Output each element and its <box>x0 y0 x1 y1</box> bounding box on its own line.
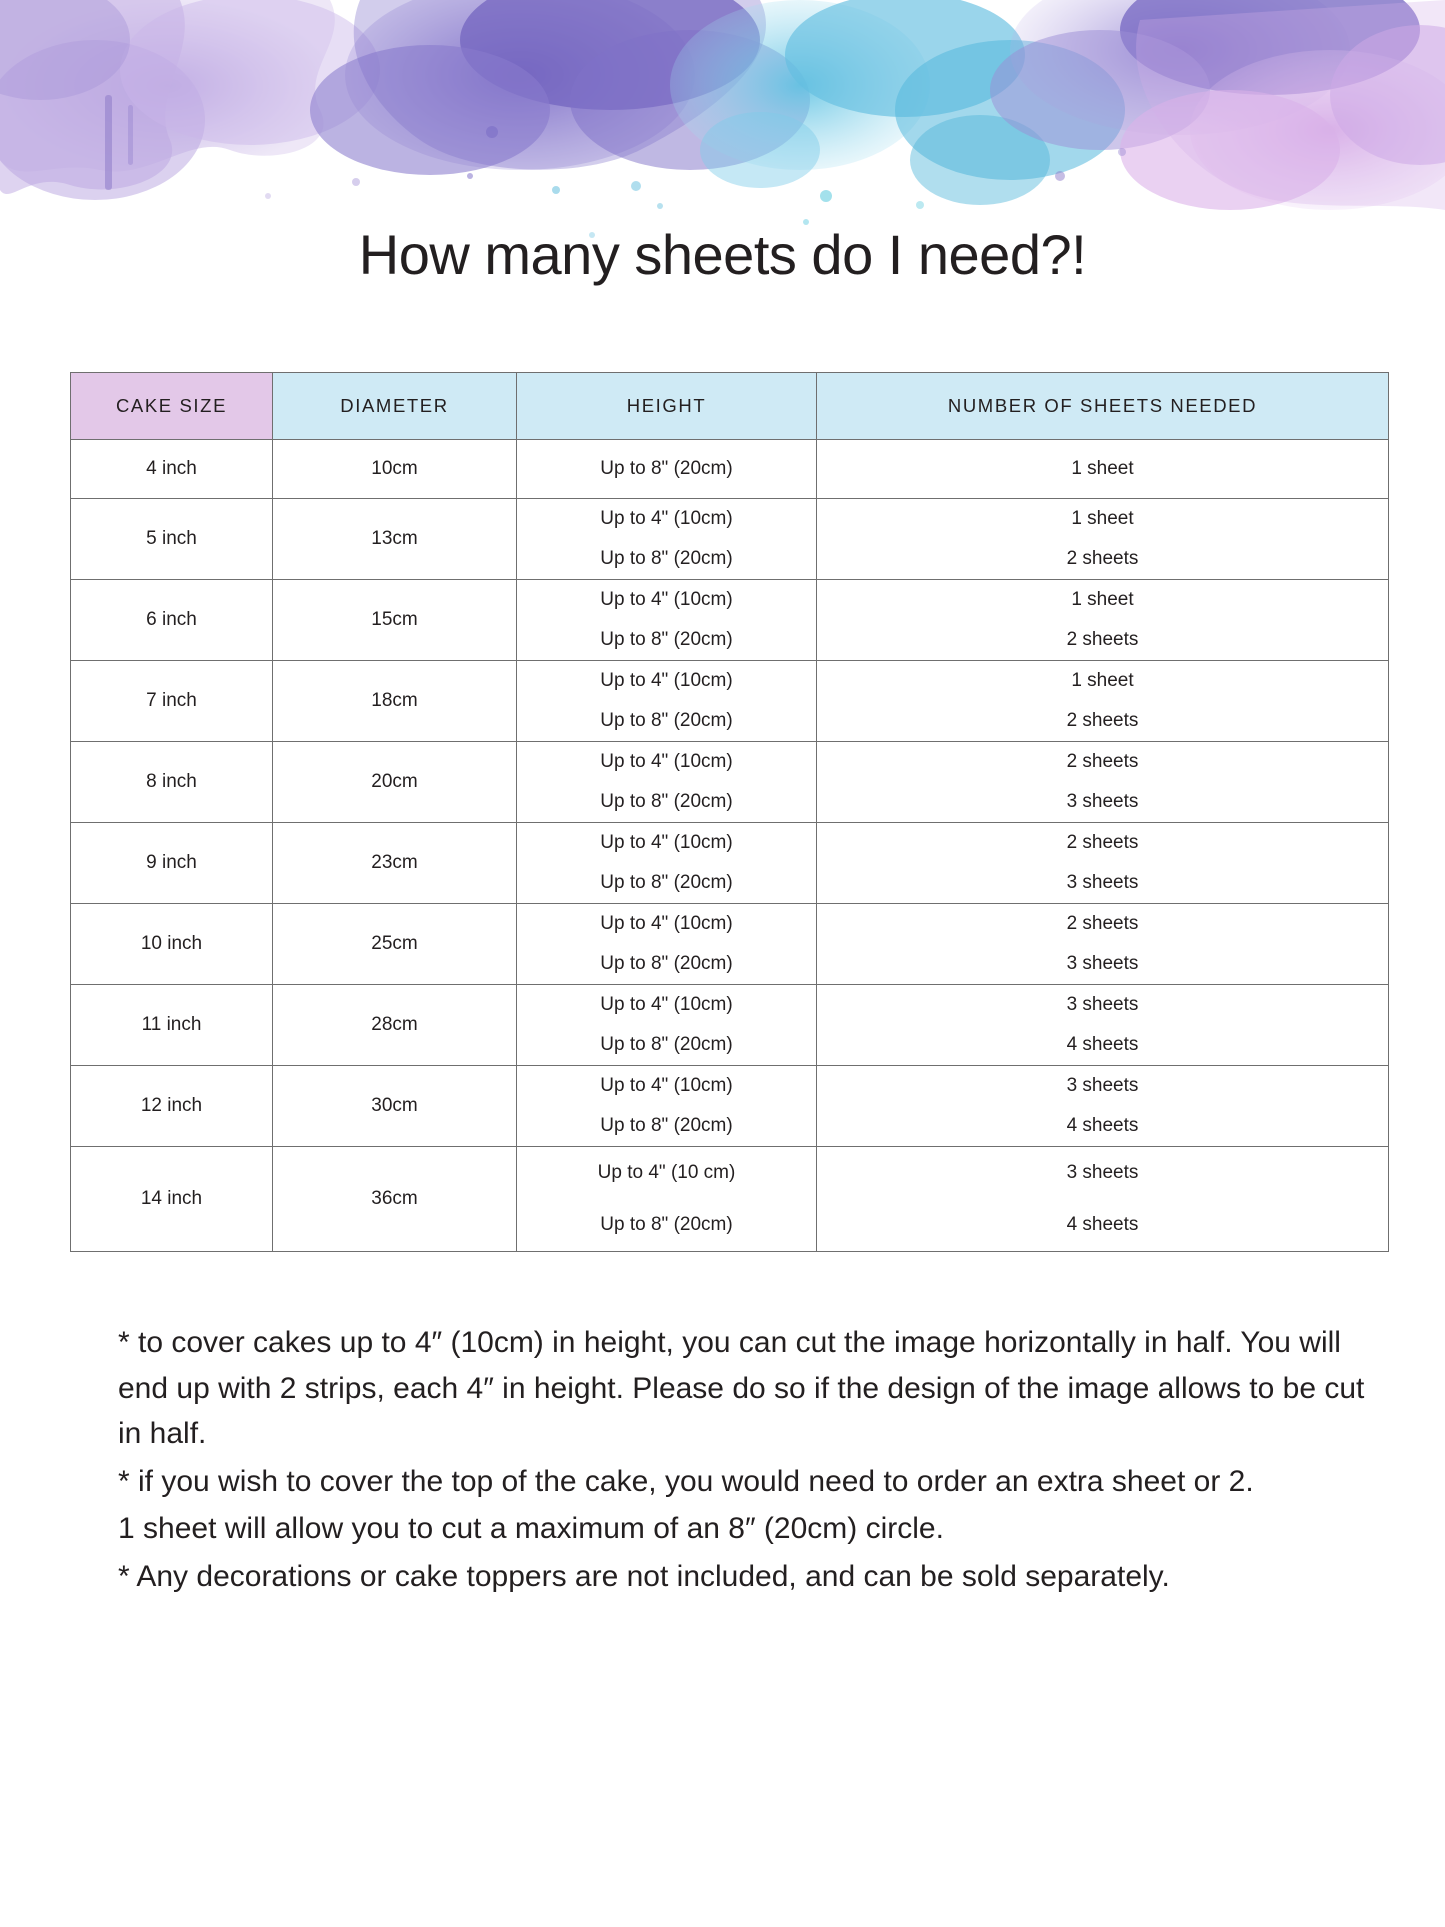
cell-diameter: 28cm <box>273 985 517 1066</box>
cell-cake-size: 12 inch <box>71 1066 273 1147</box>
sheets-line: 1 sheet <box>1071 670 1134 691</box>
sheets-line: 4 sheets <box>1066 1214 1139 1235</box>
cell-height <box>517 661 817 742</box>
sheets-line: 1 sheet <box>1071 589 1134 610</box>
table-row <box>71 823 1389 904</box>
table-row <box>71 742 1389 823</box>
table-row <box>71 1147 1389 1252</box>
cell-diameter: 10cm <box>273 440 517 499</box>
column-header-height: HEIGHT <box>517 373 817 440</box>
sheets-line: 3 sheets <box>1066 994 1139 1015</box>
cell-cake-size: 7 inch <box>71 661 273 742</box>
height-line: Up to 4" (10cm) <box>600 913 733 934</box>
cell-sheets <box>817 1147 1389 1252</box>
height-line: Up to 4" (10 cm) <box>597 1162 736 1183</box>
height-line: Up to 4" (10cm) <box>600 994 733 1015</box>
sheets-table-container <box>70 372 1388 1252</box>
cell-height <box>517 823 817 904</box>
note-item: * to cover cakes up to 4″ (10cm) in height, you can cut the image horizontally in half. You will end up with 2 strips, each 4″ in height. Please do so if the design of the image allows to be cut in half. <box>118 1326 1365 1451</box>
cell-sheets: 1 sheet <box>817 440 1389 499</box>
column-header-cake-size: CAKE SIZE <box>71 373 273 440</box>
sheets-line: 2 sheets <box>1066 548 1139 569</box>
height-line: Up to 8" (20cm) <box>600 1214 733 1235</box>
cell-diameter: 36cm <box>273 1147 517 1252</box>
cell-sheets <box>817 823 1389 904</box>
cell-height <box>517 985 817 1066</box>
cell-sheets <box>817 580 1389 661</box>
note-item: * Any decorations or cake toppers are not included, and can be sold separately. <box>118 1559 1170 1593</box>
height-line: Up to 8" (20cm) <box>600 791 733 812</box>
cell-diameter: 23cm <box>273 823 517 904</box>
sheets-line: 3 sheets <box>1066 1075 1139 1096</box>
cell-sheets <box>817 904 1389 985</box>
note-item: 1 sheet will allow you to cut a maximum of an 8″ (20cm) circle. <box>118 1512 944 1546</box>
table-row <box>71 985 1389 1066</box>
cell-cake-size: 9 inch <box>71 823 273 904</box>
cell-cake-size: 10 inch <box>71 904 273 985</box>
height-line: Up to 8" (20cm) <box>600 629 733 650</box>
cell-sheets <box>817 985 1389 1066</box>
table-row <box>71 1066 1389 1147</box>
height-line: Up to 4" (10cm) <box>600 832 733 853</box>
height-line: Up to 4" (10cm) <box>600 1075 733 1096</box>
cell-sheets <box>817 1066 1389 1147</box>
table-row <box>71 499 1389 580</box>
page-title: How many sheets do I need?! <box>358 223 1087 286</box>
cell-sheets <box>817 661 1389 742</box>
cell-diameter: 30cm <box>273 1066 517 1147</box>
cell-height <box>517 1147 817 1252</box>
cell-height <box>517 742 817 823</box>
sheets-line: 3 sheets <box>1066 872 1139 893</box>
cell-height: Up to 8" (20cm) <box>517 440 817 499</box>
sheets-line: 4 sheets <box>1066 1115 1139 1136</box>
table-row <box>71 661 1389 742</box>
cell-cake-size: 6 inch <box>71 580 273 661</box>
sheets-line: 2 sheets <box>1066 913 1139 934</box>
cell-height <box>517 904 817 985</box>
table-row <box>71 904 1389 985</box>
watercolor-header-decoration <box>0 0 1445 360</box>
cell-diameter: 18cm <box>273 661 517 742</box>
column-header-diameter: DIAMETER <box>273 373 517 440</box>
cell-cake-size: 5 inch <box>71 499 273 580</box>
notes-section <box>118 1320 1368 1602</box>
height-line: Up to 8" (20cm) <box>600 548 733 569</box>
note-item: * if you wish to cover the top of the cake, you would need to order an extra sheet or 2. <box>118 1464 1254 1498</box>
height-line: Up to 8" (20cm) <box>600 710 733 731</box>
height-line: Up to 8" (20cm) <box>600 1115 733 1136</box>
cell-cake-size: 8 inch <box>71 742 273 823</box>
table-row <box>71 440 1389 499</box>
cell-cake-size: 14 inch <box>71 1147 273 1252</box>
sheets-line: 2 sheets <box>1066 710 1139 731</box>
sheets-line: 3 sheets <box>1066 791 1139 812</box>
column-header-sheets: NUMBER OF SHEETS NEEDED <box>817 373 1389 440</box>
sheets-line: 2 sheets <box>1066 832 1139 853</box>
cell-cake-size: 4 inch <box>71 440 273 499</box>
cell-diameter: 15cm <box>273 580 517 661</box>
sheets-line: 4 sheets <box>1066 1034 1139 1055</box>
cell-sheets <box>817 742 1389 823</box>
cell-height <box>517 499 817 580</box>
height-line: Up to 8" (20cm) <box>600 1034 733 1055</box>
sheets-line: 2 sheets <box>1066 629 1139 650</box>
cell-diameter: 25cm <box>273 904 517 985</box>
sheets-line: 1 sheet <box>1071 508 1134 529</box>
sheets-line: 2 sheets <box>1066 751 1139 772</box>
height-line: Up to 4" (10cm) <box>600 589 733 610</box>
cell-cake-size: 11 inch <box>71 985 273 1066</box>
height-line: Up to 8" (20cm) <box>600 953 733 974</box>
watercolor-splash-svg <box>0 0 1445 360</box>
height-line: Up to 4" (10cm) <box>600 751 733 772</box>
cell-diameter: 20cm <box>273 742 517 823</box>
height-line: Up to 4" (10cm) <box>600 670 733 691</box>
cell-height <box>517 580 817 661</box>
cell-diameter: 13cm <box>273 499 517 580</box>
height-line: Up to 8" (20cm) <box>600 872 733 893</box>
table-header-row <box>71 373 1389 440</box>
sheets-line: 3 sheets <box>1066 1162 1139 1183</box>
height-line: Up to 4" (10cm) <box>600 508 733 529</box>
cell-sheets <box>817 499 1389 580</box>
table-row <box>71 580 1389 661</box>
sheets-table <box>70 372 1389 1252</box>
sheets-line: 3 sheets <box>1066 953 1139 974</box>
cell-height <box>517 1066 817 1147</box>
